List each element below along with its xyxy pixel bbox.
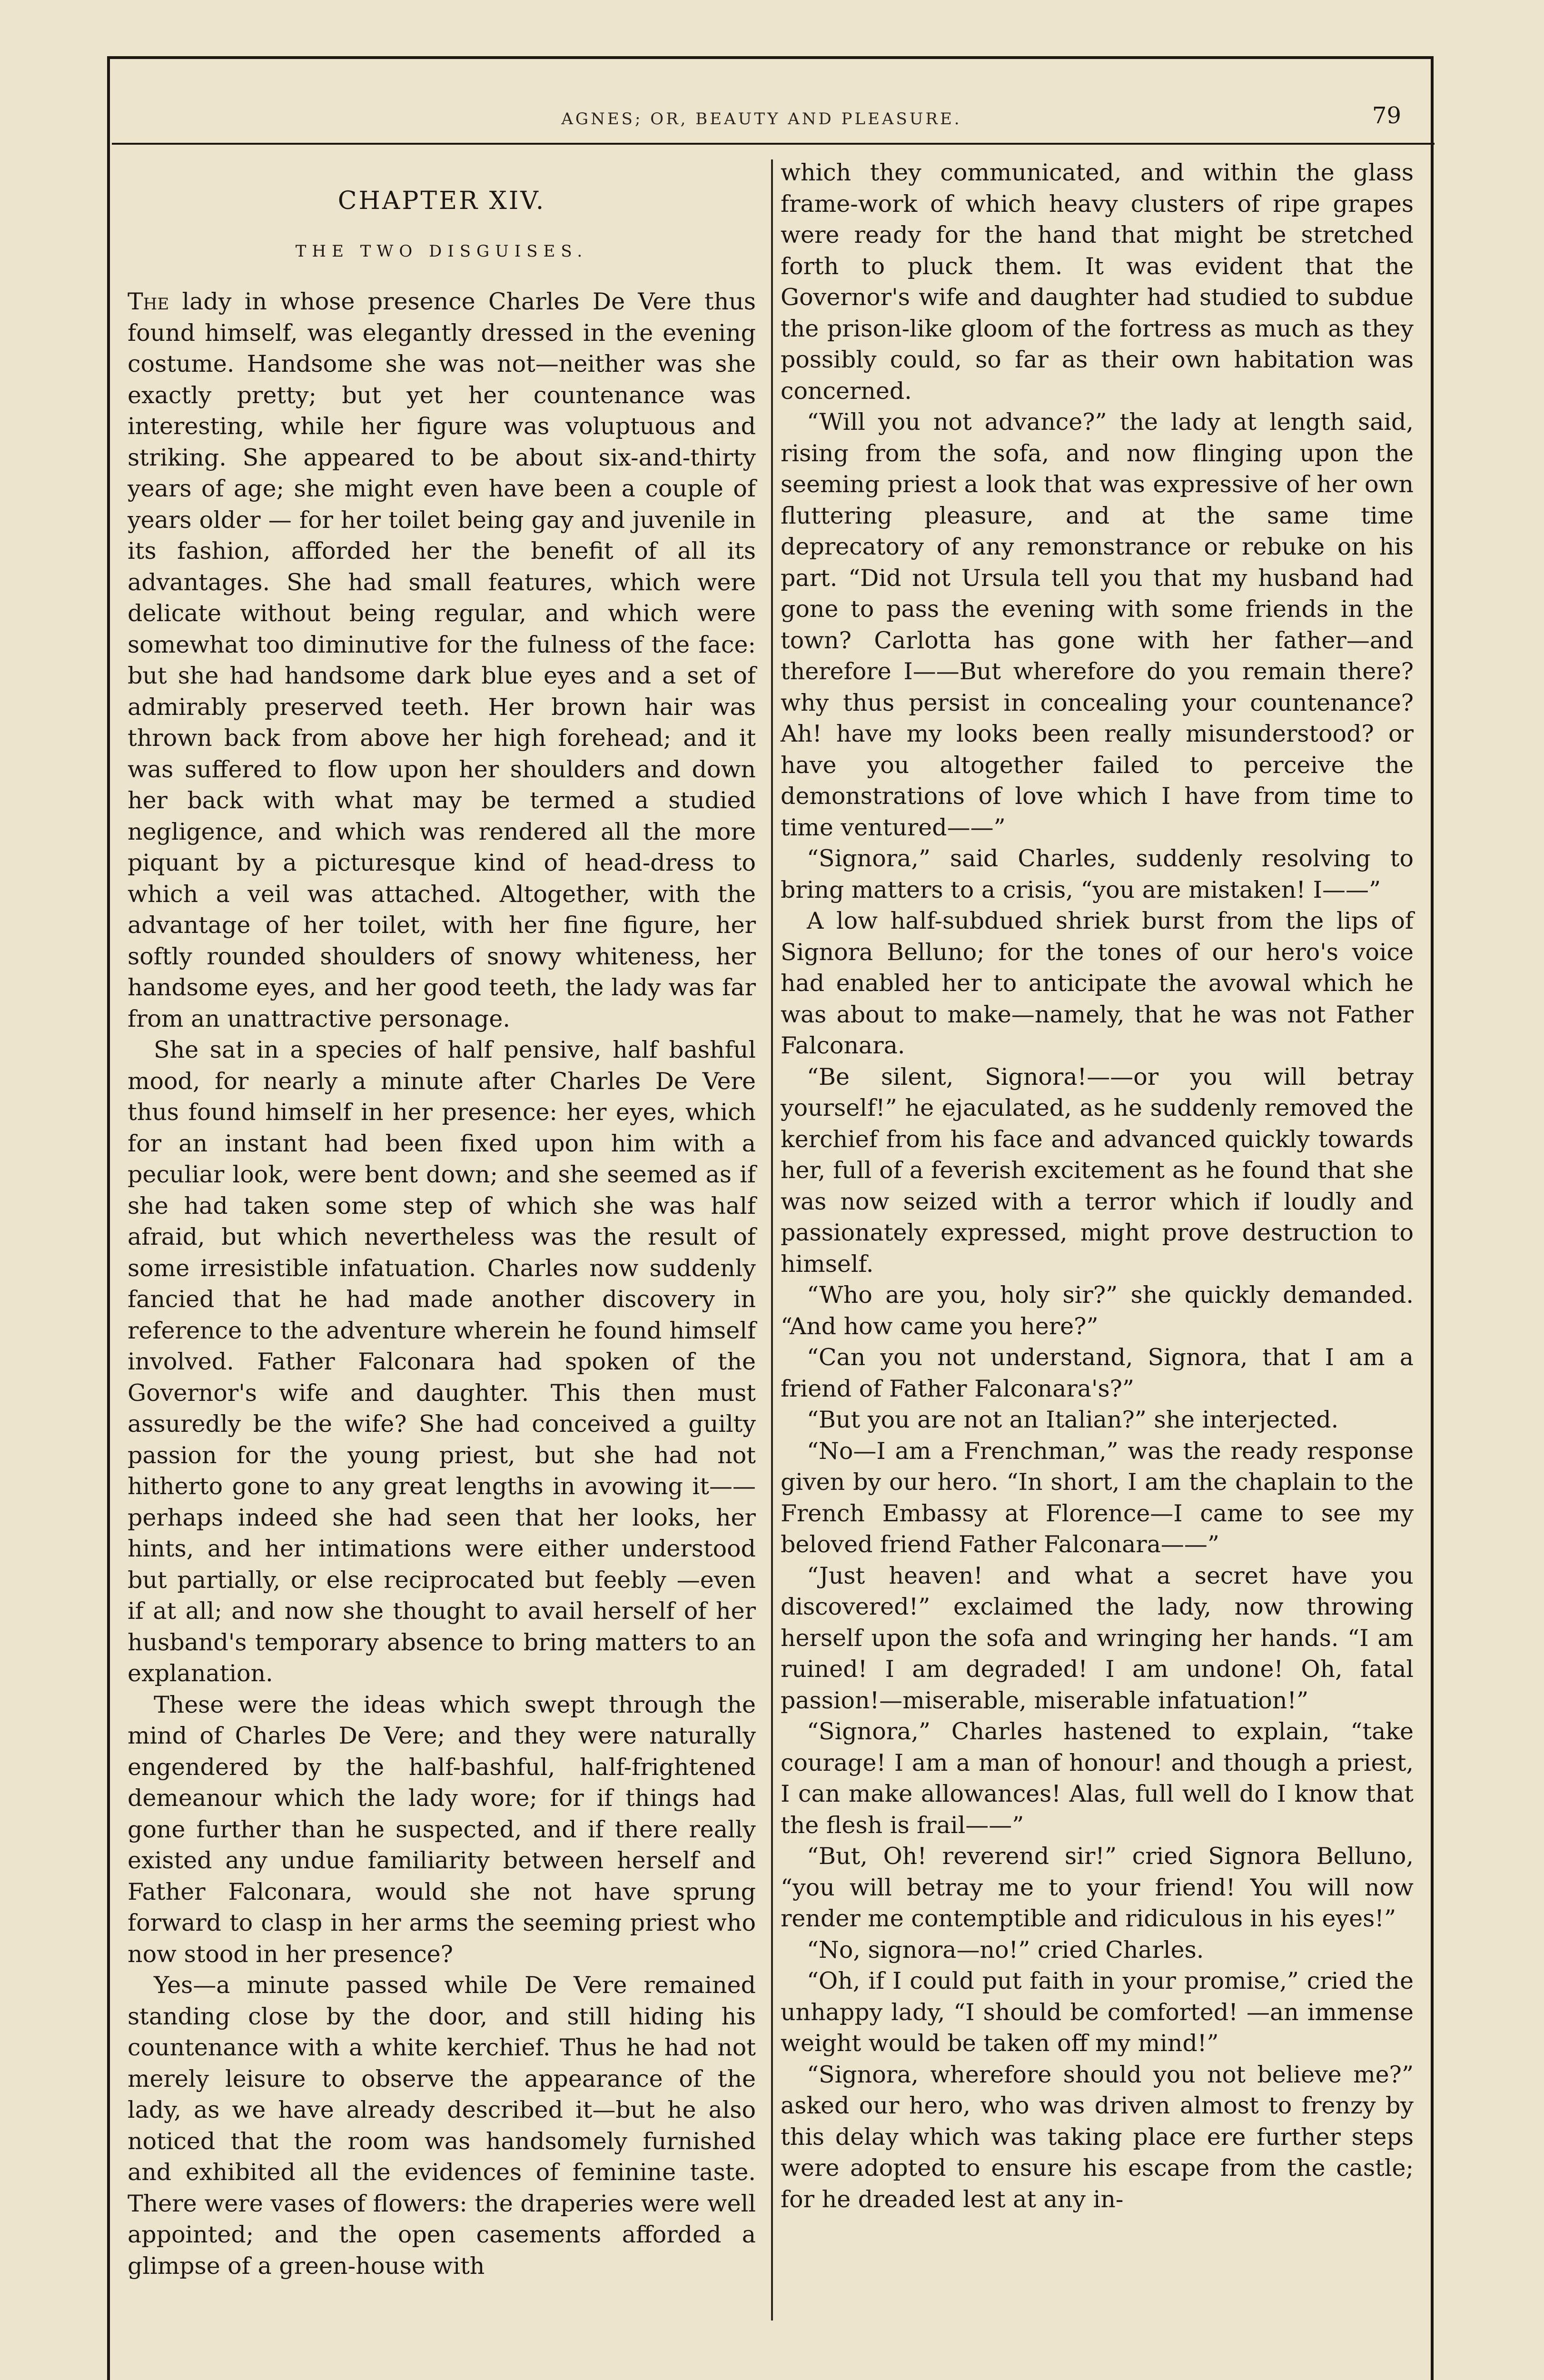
- paragraph: “Signora,” said Charles, suddenly resolving to bring matters to a crisis, “you are mistaken! I——”: [781, 845, 1414, 903]
- paragraph-text: lady in whose presence Charles De Vere thus found himself, was elegantly dressed in the evening costume. Handsome she was not—neither was she exactly pretty; but yet her countenance was interesting, while her figure was voluptuous and striking. She appeared to be about six-and-thirty years of age; she might even have been a couple of years older — for her toilet being gay and juvenile in its fashion, afforded her the benefit of all its advantages. She had small features, which were delicate without being regular, and which were somewhat too diminutive for the fulness of the face: but she had handsome dark blue eyes and a set of admirably preserved teeth. Her brown hair was thrown back from above her high forehead; and it was suffered to flow upon her shoulders and down her back with what may be termed a studied negligence, and which was rendered all the more piquant by a picturesque kind of head-dress to which a veil was attached. Altogether, with the advantage of her toilet, with her fine figure, her softly rounded shoulders of snowy whiteness, her handsome eyes, and her good teeth, the lady was far from an unattractive personage.: [128, 288, 756, 1032]
- paragraph: “Can you not understand, Signora, that I am a friend of Father Falconara's?”: [781, 1344, 1414, 1402]
- running-head: AGNES; OR, BEAUTY AND PLEASURE.: [561, 109, 962, 129]
- paragraph: Yes—a minute passed while De Vere remained standing close by the door, and still hiding his countenance with a white kerchief. Thus he had not merely leisure to observe the appearance of the lady, as we have already described it—but he also noticed that the room was handsomely furnished and exhibited all the evidences of feminine taste. There were vases of flowers: the draperies were well appointed; and the open casements afforded a glimpse of a green-house with: [128, 1972, 756, 2280]
- paragraph: “No—I am a Frenchman,” was the ready response given by our hero. “In short, I am the chaplain to the French Embassy at Florence—I came to see my beloved friend Father Falconara——”: [781, 1437, 1414, 1558]
- paragraph: “Signora,” Charles hastened to explain, “take courage! I am a man of honour! and though a priest, I can make allowances! Alas, full well do I know that the flesh is frail——”: [781, 1718, 1414, 1839]
- paragraph: “No, signora—no!” cried Charles.: [807, 1936, 1204, 1964]
- paragraph: “Be silent, Signora!——or you will betray yourself!” he ejaculated, as he suddenly removed the kerchief from his face and advanced quickly towards her, full of a feverish excitement as he found that she was now seized with a terror which if loudly and passionately expressed, might prove destruction to himself.: [781, 1063, 1414, 1278]
- paragraph: She sat in a species of half pensive, half bashful mood, for nearly a minute after Charles De Vere thus found himself in her presence: her eyes, which for an instant had been fixed upon him with a peculiar look, were bent down; and she seemed as if she had taken some step of which she was half afraid, but which nevertheless was the result of some irresistible infatuation. Charles now suddenly fancied that he had made another discovery in reference to the adventure wherein he found himself involved. Father Falconara had spoken of the Governor's wife and daughter. This then must assuredly be the wife? She had conceived a guilty passion for the young priest, but she had not hitherto gone to any great lengths in avowing it——perhaps indeed she had seen that her looks, her hints, and her intimations were either understood but partially, or else reciprocated but feebly —even if at all; and now she thought to avail herself of her husband's temporary absence to bring matters to an explanation.: [128, 1036, 756, 1687]
- paragraph: [128, 286, 756, 1034]
- page-number: 79: [1372, 102, 1401, 129]
- chapter-title: CHAPTER XIV.: [337, 187, 546, 215]
- paragraph: A low half-subdued shriek burst from the lips of Signora Belluno; for the tones of our hero's voice had enabled her to anticipate the avowal which he was about to make—namely, that he was not Father Falconara.: [781, 907, 1414, 1059]
- paragraph: These were the ideas which swept through the mind of Charles De Vere; and they were naturally engendered by the half-bashful, half-frightened demeanour which the lady wore; for if things had gone further than he suspected, and if there really existed any undue familiarity between herself and Father Falconara, would she not have sprung forward to clasp in her arms the seeming priest who now stood in her presence?: [128, 1691, 756, 1968]
- header-rule: [112, 143, 1435, 145]
- right-column: [781, 157, 1414, 2215]
- left-column: [128, 167, 756, 2281]
- paragraph: “Just heaven! and what a secret have you discovered!” exclaimed the lady, now throwing herself upon the sofa and wringing her hands. “I am ruined! I am degraded! I am undone! Oh, fatal passion!—miserable, miserable infatuation!”: [781, 1562, 1414, 1714]
- paragraph: “Who are you, holy sir?” she quickly demanded. “And how came you here?”: [781, 1281, 1414, 1340]
- paragraph: “But, Oh! reverend sir!” cried Signora Belluno, “you will betray me to your friend! You will now render me contemptible and ridiculous in his eyes!”: [781, 1843, 1414, 1932]
- column-divider: [771, 159, 773, 2320]
- paragraph: “But you are not an Italian?” she interjected.: [807, 1406, 1339, 1433]
- paragraph: “Will you not advance?” the lady at length said, rising from the sofa, and now flinging upon the seeming priest a look that was expressive of her own fluttering pleasure, and at the same time deprecatory of any remonstrance or rebuke on his part. “Did not Ursula tell you that my husband had gone to pass the evening with some friends in the town? Carlotta has gone with her father—and therefore I——But wherefore do you remain there? why thus persist in concealing your countenance? Ah! have my looks been really misunderstood? or have you altogether failed to perceive the demonstrations of love which I have from time to time ventured——”: [781, 408, 1414, 841]
- paragraph: which they communicated, and within the glass frame-work of which heavy clusters of ripe grapes were ready for the hand that might be stretched forth to pluck them. It was evident that the Governor's wife and daughter had studied to subdue the prison-like gloom of the fortress as much as they possibly could, so far as their own habitation was concerned.: [781, 159, 1414, 405]
- chapter-subtitle: THE TWO DISGUISES.: [295, 241, 588, 261]
- paragraph: “Oh, if I could put faith in your promise,” cried the unhappy lady, “I should be comforted! —an immense weight would be taken off my mind!”: [781, 1967, 1414, 2057]
- paragraph: “Signora, wherefore should you not believe me?” asked our hero, who was driven almost to frenzy by this delay which was taking place ere further steps were adopted to ensure his escape from the castle; for he dreaded lest at any in-: [781, 2061, 1414, 2213]
- opening-word: The: [128, 288, 169, 315]
